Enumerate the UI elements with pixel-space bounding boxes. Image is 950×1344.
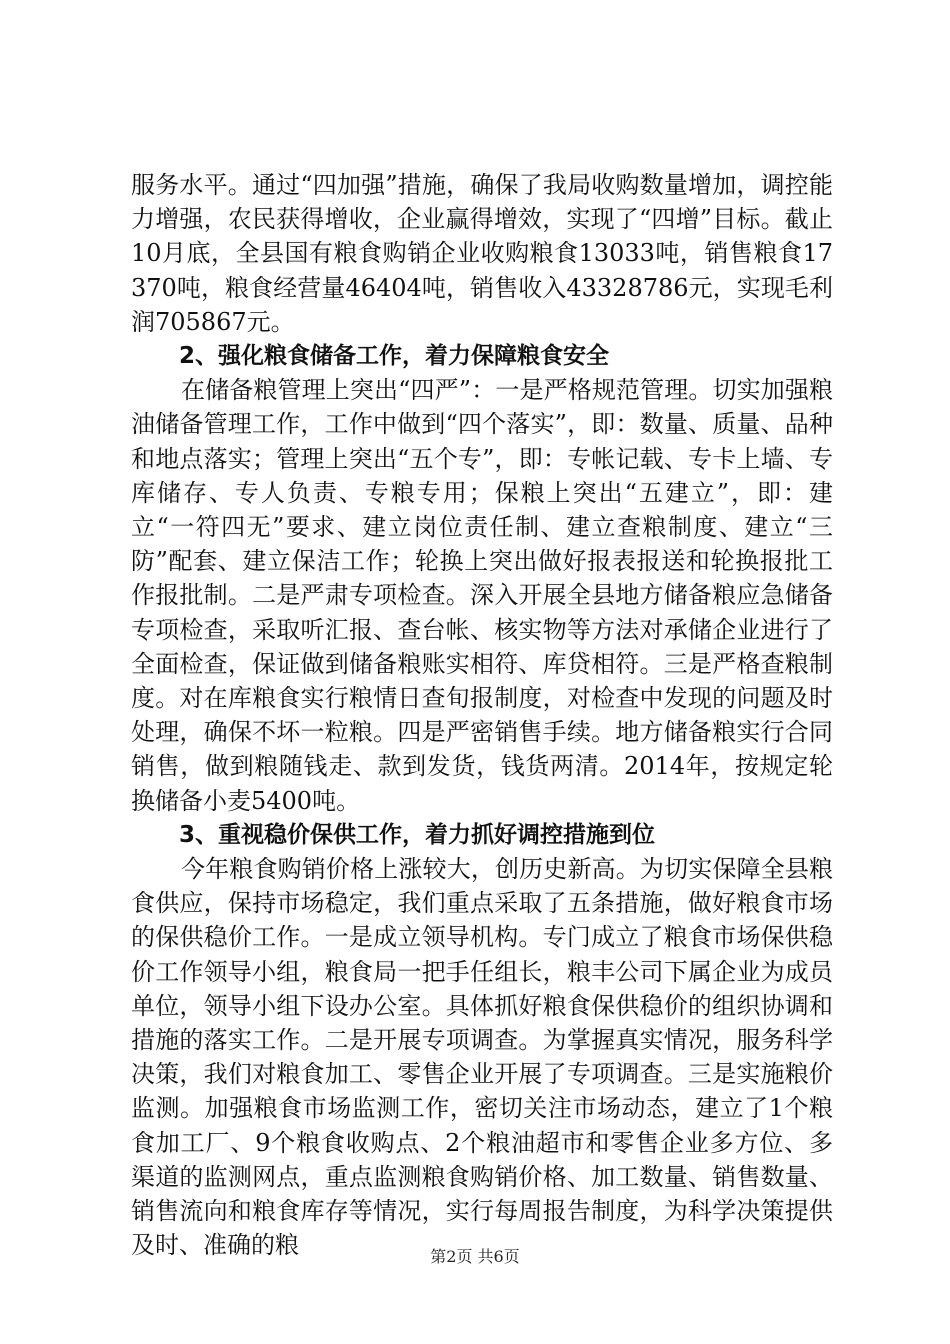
section-heading-2: 2、强化粮食储备工作，着力保障粮食安全 <box>179 343 610 370</box>
paragraph-reserve: 在储备粮管理上突出“四严”：一是严格规范管理。切实加强粮油储备管理工作，工作中做到“四个落实”，即：数量、质量、品种和地点落实；管理上突出“五个专”，即：专帐记载、专卡上墙、专库储存、专人负责、专粮专用；保粮上突出“五建立”，即：建立“一符四无”要求、建立岗位责任制、建立查粮制度、建立“三防”配套、建立保洁工作；轮换上突出做好报表报送和轮换报批工作报批制。二是严肃专项检查。深入开展全县地方储备粮应急储备专项检查，采取听汇报、查台帐、核实物等方法对承储企业进行了全面检查，保证做到储备粮账实相符、库贷相符。三是严格查粮制度。对在库粮食实行粮情日查旬报制度，对检查中发现的问题及时处理，确保不坏一粒粮。四是严密销售手续。地方储备粮实行合同销售，做到粮随钱走、款到发货，钱货两清。2014年，按规定轮换储备小麦5400吨。 <box>131 376 833 815</box>
paragraph-price-stability: 今年粮食购销价格上涨较大，创历史新高。为切实保障全县粮食供应，保持市场稳定，我们重点采取了五条措施，做好粮食市场的保供稳价工作。一是成立领导机构。专门成立了粮食市场保供稳价工作领导小组，粮食局一把手任组长，粮丰公司下属企业为成员单位，领导小组下设办公室。具体抓好粮食保供稳价的组织协调和措施的落实工作。二是开展专项调查。为掌握真实情况，服务科学决策，我们对粮食加工、零售企业开展了专项调查。三是实施粮价监测。加强粮食市场监测工作，密切关注市场动态，建立了1个粮食加工厂、9个粮食收购点、2个粮油超市和零售企业多方位、多渠道的监测网点，重点监测粮食购销价格、加工数量、销售数量、销售流向和粮食库存等情况，实行每周报告制度，为科学决策提供及时、准确的粮 <box>131 855 833 1260</box>
paragraph-summary: 服务水平。通过“四加强”措施，确保了我局收购数量增加，调控能力增强，农民获得增收，企业赢得增效，实现了“四增”目标。截止10月底，全县国有粮食购销企业收购粮食13033吨，销售粮食17370吨，粮食经营量46404吨，销售收入43328786元，实现毛利润705867元。 <box>131 171 833 336</box>
page-number-footer: 第2页 共6页 <box>430 1247 520 1266</box>
document-body <box>131 168 833 1263</box>
section-heading-3: 3、重视稳价保供工作，着力抓好调控措施到位 <box>179 821 656 848</box>
